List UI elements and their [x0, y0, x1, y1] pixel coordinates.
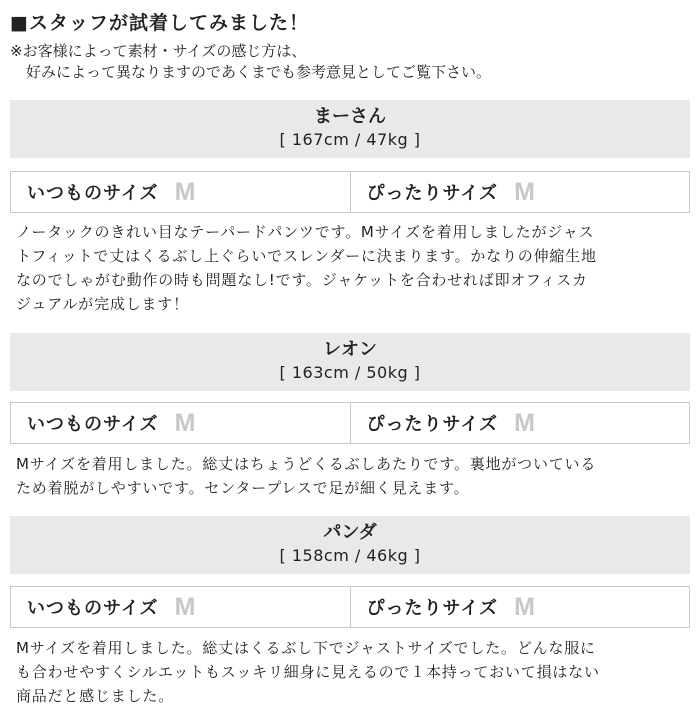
- staff-header: [10, 333, 690, 391]
- staff-name: パンダ: [323, 522, 377, 543]
- page-title: ■スタッフが試着してみました！: [10, 12, 309, 34]
- staff-header: [10, 100, 690, 158]
- note-line-2: 好みによって異なりますのであくまでも参考意見としてご覧下さい。: [26, 63, 492, 81]
- comment-line: ジュアルが完成します！: [16, 295, 189, 313]
- staff-measurements: [ 163cm / 50kg ]: [279, 363, 421, 382]
- staff-name: レオン: [323, 339, 377, 360]
- fit-size-cell: [350, 172, 690, 212]
- comment-line: 商品だと感じました。: [16, 687, 175, 705]
- usual-size-cell: [11, 587, 350, 627]
- usual-size-cell: [11, 403, 350, 443]
- size-table: [10, 402, 690, 444]
- comment-line: トフィットで丈はくるぶし上ぐらいでスレンダーに決まります。かなりの伸縮生地: [16, 247, 597, 265]
- staff-measurements: [ 167cm / 47kg ]: [279, 130, 421, 149]
- staff-measurements: [ 158cm / 46kg ]: [279, 546, 421, 565]
- staff-comment: [16, 636, 686, 708]
- staff-header: [10, 516, 690, 574]
- fit-size-value: M: [514, 592, 535, 621]
- comment-line: ため着脱がしやすいです。センタープレスで足が細く見えます。: [16, 479, 470, 497]
- usual-size-label: いつものサイズ: [27, 183, 159, 204]
- comment-line: も合わせやすくシルエットもスッキリ細身に見えるので１本持っておいて損はない: [16, 663, 600, 681]
- staff-name: まーさん: [314, 106, 386, 127]
- staff-comment: [16, 220, 686, 316]
- fit-size-label: ぴったりサイズ: [366, 598, 499, 619]
- comment-line: Mサイズを着用しました。総丈はくるぶし下でジャストサイズでした。どんな服に: [16, 639, 596, 657]
- staff-comment: [16, 452, 686, 500]
- size-table: [10, 171, 690, 213]
- fit-size-cell: [350, 587, 690, 627]
- usual-size-cell: [11, 172, 350, 212]
- comment-line: Mサイズを着用しました。総丈はちょうどくるぶしあたりです。裏地がついている: [16, 455, 597, 473]
- fit-size-label: ぴったりサイズ: [366, 183, 499, 204]
- usual-size-label: いつものサイズ: [27, 414, 159, 435]
- usual-size-value: M: [174, 177, 196, 206]
- comment-line: なのでしゃがむ動作の時も問題なし!です。ジャケットを合わせれば即オフィスカ: [16, 271, 588, 289]
- note-line-1: ※お客様によって素材・サイズの感じ方は、: [10, 42, 307, 60]
- fit-size-cell: [350, 403, 690, 443]
- usual-size-value: M: [174, 408, 196, 437]
- fit-size-value: M: [514, 408, 535, 437]
- fit-size-value: M: [514, 177, 535, 206]
- usual-size-value: M: [174, 592, 196, 621]
- usual-size-label: いつものサイズ: [27, 598, 159, 619]
- disclaimer-note: [10, 41, 491, 83]
- fit-size-label: ぴったりサイズ: [366, 414, 499, 435]
- comment-line: ノータックのきれい目なテーパードパンツです。Mサイズを着用しましたがジャス: [16, 223, 595, 241]
- size-table: [10, 586, 690, 628]
